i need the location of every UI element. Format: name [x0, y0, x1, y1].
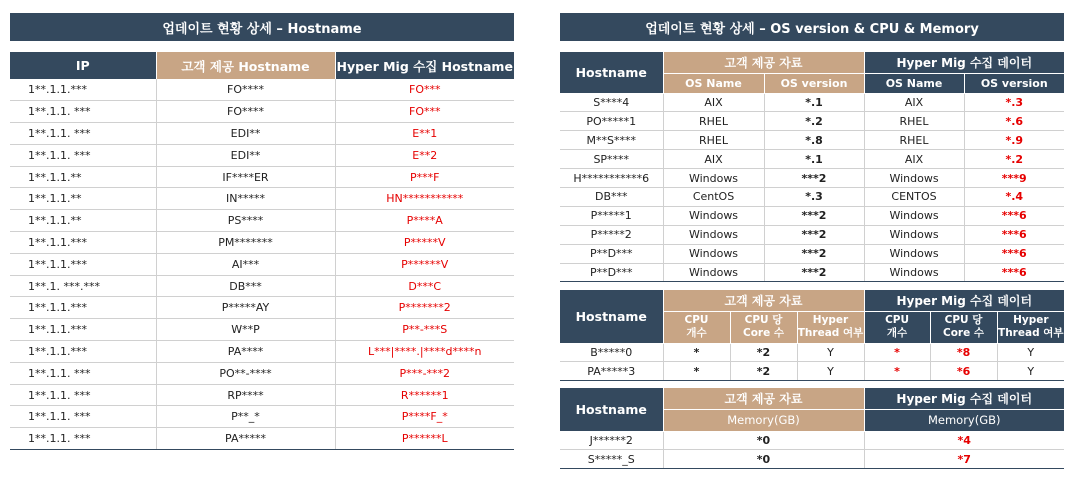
hypermig-osname-cell: CENTOS — [864, 187, 964, 206]
hypermig-hostname-cell: L***|****.|****d****n — [335, 341, 514, 363]
hypermig-osname-cell: Windows — [864, 206, 964, 225]
table-row — [560, 206, 1064, 225]
customer-osname-cell: RHEL — [663, 112, 764, 131]
table-row — [10, 101, 514, 123]
hypermig-hostname-cell: E**2 — [335, 144, 514, 166]
os-customer-group-header: 고객 제공 자료 — [663, 52, 864, 73]
mem-hostname-header: Hostname — [560, 388, 663, 431]
os-hypermig-osname-header: OS Name — [864, 73, 964, 93]
ip-cell: 1**.1.1.*** — [10, 232, 156, 254]
table-row — [10, 319, 514, 341]
customer-osversion-cell: ***2 — [764, 225, 864, 244]
os-hostname-header: Hostname — [560, 52, 663, 93]
hypermig-hostname-cell: P***-***2 — [335, 362, 514, 384]
table-row — [10, 297, 514, 319]
hostname-cell: P**D*** — [560, 263, 663, 282]
table-row — [10, 144, 514, 166]
customer-hostname-header: 고객 제공 Hostname — [156, 52, 335, 79]
table-row — [10, 406, 514, 428]
customer-osversion-cell: *.8 — [764, 131, 864, 150]
hypermig-memory-cell: *7 — [864, 450, 1064, 469]
header-line: Core 수 — [943, 327, 985, 339]
hostname-cell: P**D*** — [560, 244, 663, 263]
hypermig-hostname-cell: P*****V — [335, 232, 514, 254]
ip-cell: 1**.1.1.*** — [10, 297, 156, 319]
os-customer-osname-header: OS Name — [663, 73, 764, 93]
hostname-cell: S****4 — [560, 93, 663, 112]
customer-memory-cell: *0 — [663, 431, 864, 450]
header-line: Hyper — [812, 314, 849, 326]
left-section-title: 업데이트 현황 상세 – Hostname — [10, 13, 514, 41]
ip-cell: 1**.1. ***.*** — [10, 275, 156, 297]
hypermig-hostname-cell: FO*** — [335, 101, 514, 123]
ip-cell: 1**.1.1. *** — [10, 428, 156, 450]
customer-osname-cell: AIX — [663, 150, 764, 169]
hypermig-core-per-cpu-header — [930, 311, 997, 343]
ip-cell: 1**.1.1.** — [10, 188, 156, 210]
table-row — [560, 150, 1064, 169]
hypermig-hostname-cell: R******1 — [335, 384, 514, 406]
table-row — [10, 275, 514, 297]
ip-cell: 1**.1.1. *** — [10, 101, 156, 123]
memory-table — [560, 388, 1064, 469]
table-row — [560, 450, 1064, 469]
hypermig-osversion-cell: *.2 — [964, 150, 1064, 169]
header-line: Hyper — [1013, 314, 1049, 326]
hypermig-core-cell: *6 — [930, 362, 997, 381]
customer-hostname-cell: PS**** — [156, 210, 335, 232]
ip-cell: 1**.1.1.*** — [10, 253, 156, 275]
customer-hostname-cell: P*****AY — [156, 297, 335, 319]
table-row — [10, 166, 514, 188]
table-row — [560, 169, 1064, 188]
table-row — [560, 362, 1064, 381]
hypermig-hostname-cell: FO*** — [335, 79, 514, 101]
hypermig-hostname-cell: P***F — [335, 166, 514, 188]
customer-hostname-cell: PA**** — [156, 341, 335, 363]
ip-cell: 1**.1.1.*** — [10, 319, 156, 341]
customer-hostname-cell: PA***** — [156, 428, 335, 450]
table-row — [560, 131, 1064, 150]
ip-cell: 1**.1.1. *** — [10, 384, 156, 406]
customer-hostname-cell: PO**-**** — [156, 362, 335, 384]
mem-hypermig-memory-header: Memory(GB) — [864, 409, 1064, 431]
customer-hostname-cell: EDI** — [156, 144, 335, 166]
hypermig-hostname-cell: P******V — [335, 253, 514, 275]
cpu-hypermig-group-header: Hyper Mig 수집 데이터 — [864, 290, 1064, 311]
ip-header: IP — [10, 52, 156, 79]
table-row — [10, 341, 514, 363]
hostname-cell: P*****2 — [560, 225, 663, 244]
os-hypermig-group-header: Hyper Mig 수집 데이터 — [864, 52, 1064, 73]
customer-osversion-cell: *.2 — [764, 112, 864, 131]
hypermig-memory-cell: *4 — [864, 431, 1064, 450]
right-section-title: 업데이트 현황 상세 – OS version & CPU & Memory — [560, 13, 1064, 41]
table-row — [560, 343, 1064, 362]
customer-core-cell: *2 — [730, 362, 797, 381]
os-version-table — [560, 52, 1064, 282]
hypermig-osname-cell: Windows — [864, 263, 964, 282]
hypermig-hostname-cell: P******L — [335, 428, 514, 450]
hypermig-hostname-cell: D***C — [335, 275, 514, 297]
hypermig-hyperthread-header — [997, 311, 1064, 343]
customer-osversion-cell: *.1 — [764, 93, 864, 112]
hypermig-osversion-cell: ***6 — [964, 225, 1064, 244]
hypermig-osname-cell: RHEL — [864, 112, 964, 131]
header-line: CPU 당 — [744, 314, 783, 326]
hypermig-hostname-header: Hyper Mig 수집 Hostname — [335, 52, 514, 79]
hypermig-osname-cell: AIX — [864, 93, 964, 112]
hostname-cell: S*****_S — [560, 450, 663, 469]
customer-hostname-cell: PM******* — [156, 232, 335, 254]
hypermig-core-cell: *8 — [930, 343, 997, 362]
customer-hostname-cell: RP**** — [156, 384, 335, 406]
mem-customer-group-header: 고객 제공 자료 — [663, 388, 864, 409]
ip-cell: 1**.1.1.*** — [10, 79, 156, 101]
hypermig-osname-cell: AIX — [864, 150, 964, 169]
table-row — [10, 79, 514, 101]
hypermig-hostname-cell: P****A — [335, 210, 514, 232]
hostname-cell: J******2 — [560, 431, 663, 450]
customer-hostname-cell: IN***** — [156, 188, 335, 210]
customer-cpu-count-cell: * — [663, 362, 730, 381]
customer-osname-cell: Windows — [663, 206, 764, 225]
ip-cell: 1**.1.1. *** — [10, 406, 156, 428]
header-line: 개수 — [686, 327, 707, 339]
mem-customer-memory-header: Memory(GB) — [663, 409, 864, 431]
ip-cell: 1**.1.1. *** — [10, 123, 156, 145]
table-row — [10, 188, 514, 210]
customer-osversion-cell: ***2 — [764, 169, 864, 188]
header-line: Thread 여부 — [998, 327, 1064, 339]
hostname-table — [10, 52, 514, 450]
ip-cell: 1**.1.1.** — [10, 210, 156, 232]
customer-hostname-cell: FO**** — [156, 101, 335, 123]
table-row — [10, 232, 514, 254]
customer-hyperthread-cell: Y — [797, 343, 864, 362]
customer-cpu-count-header — [663, 311, 730, 343]
mem-hypermig-group-header: Hyper Mig 수집 데이터 — [864, 388, 1064, 409]
customer-osversion-cell: ***2 — [764, 263, 864, 282]
customer-hostname-cell: AI*** — [156, 253, 335, 275]
hostname-cell: B*****0 — [560, 343, 663, 362]
table-row — [560, 93, 1064, 112]
hostname-cell: PA*****3 — [560, 362, 663, 381]
hypermig-osversion-cell: *.9 — [964, 131, 1064, 150]
customer-hyperthread-cell: Y — [797, 362, 864, 381]
table-row — [10, 362, 514, 384]
ip-cell: 1**.1.1.*** — [10, 341, 156, 363]
customer-osname-cell: CentOS — [663, 187, 764, 206]
table-row — [560, 431, 1064, 450]
customer-hostname-cell: EDI** — [156, 123, 335, 145]
hypermig-osversion-cell: ***6 — [964, 263, 1064, 282]
table-row — [560, 112, 1064, 131]
customer-core-per-cpu-header — [730, 311, 797, 343]
table-row — [10, 384, 514, 406]
hostname-cell: PO*****1 — [560, 112, 663, 131]
customer-osversion-cell: ***2 — [764, 206, 864, 225]
ip-cell: 1**.1.1. *** — [10, 144, 156, 166]
hypermig-osversion-cell: ***9 — [964, 169, 1064, 188]
ip-cell: 1**.1.1. *** — [10, 362, 156, 384]
hostname-cell: H***********6 — [560, 169, 663, 188]
hypermig-hostname-cell: P*******2 — [335, 297, 514, 319]
hostname-cell: M**S**** — [560, 131, 663, 150]
header-line: CPU — [684, 314, 709, 326]
hypermig-hyperthread-cell: Y — [997, 343, 1064, 362]
customer-core-cell: *2 — [730, 343, 797, 362]
hypermig-cpu-count-header — [864, 311, 930, 343]
hypermig-hostname-cell: E**1 — [335, 123, 514, 145]
table-row — [10, 123, 514, 145]
hypermig-osname-cell: Windows — [864, 225, 964, 244]
os-hypermig-osversion-header: OS version — [964, 73, 1064, 93]
hypermig-cpu-count-cell: * — [864, 362, 930, 381]
hostname-cell: SP**** — [560, 150, 663, 169]
table-row — [10, 428, 514, 450]
cpu-hostname-header: Hostname — [560, 290, 663, 343]
table-row — [560, 244, 1064, 263]
header-line: CPU — [885, 314, 909, 326]
hypermig-osversion-cell: *.4 — [964, 187, 1064, 206]
customer-osname-cell: AIX — [663, 93, 764, 112]
hypermig-osversion-cell: ***6 — [964, 206, 1064, 225]
hypermig-hostname-cell: P****F_* — [335, 406, 514, 428]
table-row — [560, 225, 1064, 244]
customer-hostname-cell: P**_* — [156, 406, 335, 428]
customer-hostname-cell: DB*** — [156, 275, 335, 297]
cpu-table — [560, 290, 1064, 381]
table-row — [560, 187, 1064, 206]
customer-hyperthread-header — [797, 311, 864, 343]
hypermig-osname-cell: Windows — [864, 169, 964, 188]
customer-hostname-cell: W**P — [156, 319, 335, 341]
hypermig-osversion-cell: ***6 — [964, 244, 1064, 263]
customer-osversion-cell: ***2 — [764, 244, 864, 263]
customer-osname-cell: Windows — [663, 263, 764, 282]
customer-osname-cell: Windows — [663, 244, 764, 263]
customer-cpu-count-cell: * — [663, 343, 730, 362]
customer-hostname-cell: IF****ER — [156, 166, 335, 188]
hostname-cell: DB*** — [560, 187, 663, 206]
hypermig-hostname-cell: P**-***S — [335, 319, 514, 341]
ip-cell: 1**.1.1.** — [10, 166, 156, 188]
hypermig-osname-cell: Windows — [864, 244, 964, 263]
hypermig-cpu-count-cell: * — [864, 343, 930, 362]
hostname-cell: P*****1 — [560, 206, 663, 225]
header-line: 개수 — [886, 327, 908, 339]
customer-osname-cell: Windows — [663, 225, 764, 244]
cpu-customer-group-header: 고객 제공 자료 — [663, 290, 864, 311]
table-row — [560, 263, 1064, 282]
hypermig-osversion-cell: *.6 — [964, 112, 1064, 131]
hypermig-hostname-cell: HN*********** — [335, 188, 514, 210]
table-row — [10, 210, 514, 232]
customer-memory-cell: *0 — [663, 450, 864, 469]
hypermig-osname-cell: RHEL — [864, 131, 964, 150]
customer-hostname-cell: FO**** — [156, 79, 335, 101]
hypermig-osversion-cell: *.3 — [964, 93, 1064, 112]
customer-osname-cell: RHEL — [663, 131, 764, 150]
header-line: Core 수 — [742, 327, 785, 339]
customer-osname-cell: Windows — [663, 169, 764, 188]
header-line: CPU 당 — [944, 314, 983, 326]
table-row — [10, 253, 514, 275]
customer-osversion-cell: *.1 — [764, 150, 864, 169]
os-customer-osversion-header: OS version — [764, 73, 864, 93]
header-line: Thread 여부 — [797, 327, 864, 339]
hypermig-hyperthread-cell: Y — [997, 362, 1064, 381]
customer-osversion-cell: *.3 — [764, 187, 864, 206]
